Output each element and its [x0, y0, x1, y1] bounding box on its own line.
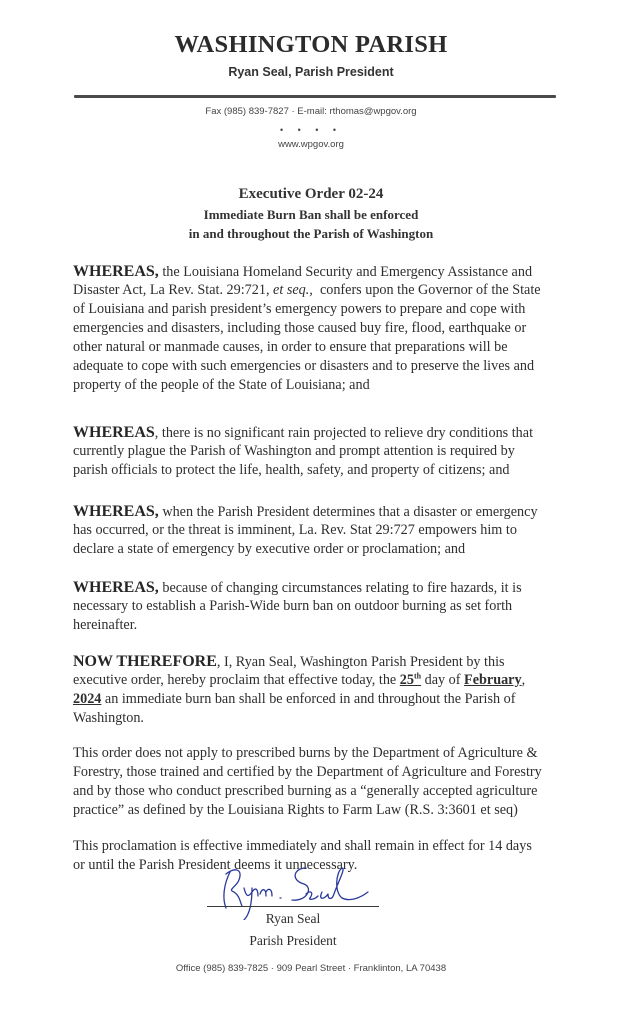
whereas-lead: WHEREAS, [73, 503, 159, 520]
paragraph-line: practice” as defined by the Louisiana Rights to Farm Law (R.S. 3:3601 et seq) [73, 802, 518, 818]
letterhead-separator: • • • • [279, 125, 343, 135]
signature-block [200, 858, 420, 918]
order-subtitle-line-1: Immediate Burn Ban shall be enforced [203, 207, 419, 222]
whereas-paragraph-3 [73, 502, 573, 559]
paragraph-line: other natural or manmade causes, in order to ensure that preparations will be [73, 339, 508, 355]
effective-year: 2024 [73, 691, 102, 707]
line-text: confers upon the Governor of the State [312, 282, 541, 298]
whereas-paragraph-1 [73, 262, 573, 395]
paragraph-line: emergencies and disasters, including those caused buy fire, flood, earthquake or [73, 320, 527, 336]
whereas-paragraph-2 [73, 423, 573, 480]
line-text: Disaster Act, La Rev. Stat. 29:721, [73, 282, 274, 298]
letterhead-contact: Fax (985) 839-7827 · E-mail: rthomas@wpgov.org [205, 106, 417, 117]
paragraph-line: currently plague the Parish of Washington and prompt attention is required by [73, 443, 515, 459]
order-subtitle-line-2: in and throughout the Parish of Washington [188, 226, 434, 241]
paragraph-line [73, 690, 573, 709]
day-number: 25 [399, 672, 414, 688]
letterhead-subtitle: Ryan Seal, Parish President [228, 65, 394, 79]
paragraph-line: This order does not apply to prescribed burns by the Department of Agriculture & [73, 745, 538, 761]
paragraph-line: parish officials to protect the life, health, safety, and property of citizens; and [73, 462, 510, 478]
line-text: when the Parish President determines that a disaster or emergency [158, 504, 538, 520]
line-text: , [521, 672, 526, 688]
paragraph-line: necessary to establish a Parish-Wide burn ban on outdoor burning as set forth [73, 598, 513, 614]
whereas-lead: WHEREAS [73, 424, 155, 441]
now-therefore-lead: NOW THEREFORE [73, 653, 217, 670]
line-text: day of [421, 672, 465, 688]
paragraph-line [73, 502, 573, 521]
paragraph-line [73, 652, 573, 671]
effective-month: February [464, 672, 522, 688]
et-seq-italic: et seq., [273, 282, 313, 298]
paragraph-line: of Louisiana and parish president’s emergency powers to prepare and cope with [73, 301, 526, 317]
paragraph-line: or until the Parish President deems it unnecessary. [73, 857, 358, 873]
effective-day [400, 672, 421, 688]
line-text: , I, Ryan Seal, Washington Parish President by this [216, 654, 505, 670]
now-therefore-paragraph [73, 652, 573, 728]
paragraph-line: and by those who conduct prescribed burning as a “generally accepted agriculture [73, 783, 538, 799]
paragraph-line: property of the people of the State of Louisiana; and [73, 377, 370, 393]
paragraph-line [73, 281, 573, 300]
paragraph-line [73, 578, 573, 597]
line-text: executive order, hereby proclaim that effective today, the [73, 672, 400, 688]
line-text: , there is no significant rain projected to relieve dry conditions that [154, 425, 534, 441]
whereas-lead: WHEREAS, [73, 579, 159, 596]
paragraph-line [73, 671, 573, 690]
signature-line [207, 906, 379, 907]
footer-address: Office (985) 839-7825 · 909 Pearl Street · Franklinton, LA 70438 [175, 963, 447, 974]
paragraph-line: Forestry, those trained and certified by the Department of Agriculture and Forestry [73, 764, 542, 780]
signer-title: Parish President [249, 933, 337, 948]
signer-name: Ryan Seal [265, 911, 321, 926]
line-text: an immediate burn ban shall be enforced in and throughout the Parish of [101, 691, 516, 707]
paragraph-line: This proclamation is effective immediately and shall remain in effect for 14 days [73, 838, 532, 854]
letterhead-divider [74, 95, 556, 98]
paragraph-line: has occurred, or the threat is imminent, La. Rev. Stat 29:727 empowers him to [73, 522, 517, 538]
paragraph-line: Washington. [73, 710, 144, 726]
paragraph-line [73, 423, 573, 442]
exemption-paragraph [73, 744, 573, 820]
whereas-paragraph-4 [73, 578, 573, 635]
letterhead-title: WASHINGTON PARISH [174, 31, 448, 58]
paragraph-line: adequate to cope with such emergencies or disasters and to preserve the lives and [73, 358, 535, 374]
paragraph-line: declare a state of emergency by executive order or proclamation; and [73, 541, 466, 557]
whereas-lead: WHEREAS, [73, 263, 159, 280]
order-title: Executive Order 02-24 [238, 186, 384, 202]
paragraph-line: hereinafter. [73, 617, 138, 633]
paragraph-line [73, 262, 573, 281]
day-suffix: th [413, 671, 422, 681]
line-text: the Louisiana Homeland Security and Emergency Assistance and [158, 264, 533, 280]
letterhead-website: www.wpgov.org [278, 139, 344, 150]
line-text: because of changing circumstances relating to fire hazards, it is [158, 580, 522, 596]
